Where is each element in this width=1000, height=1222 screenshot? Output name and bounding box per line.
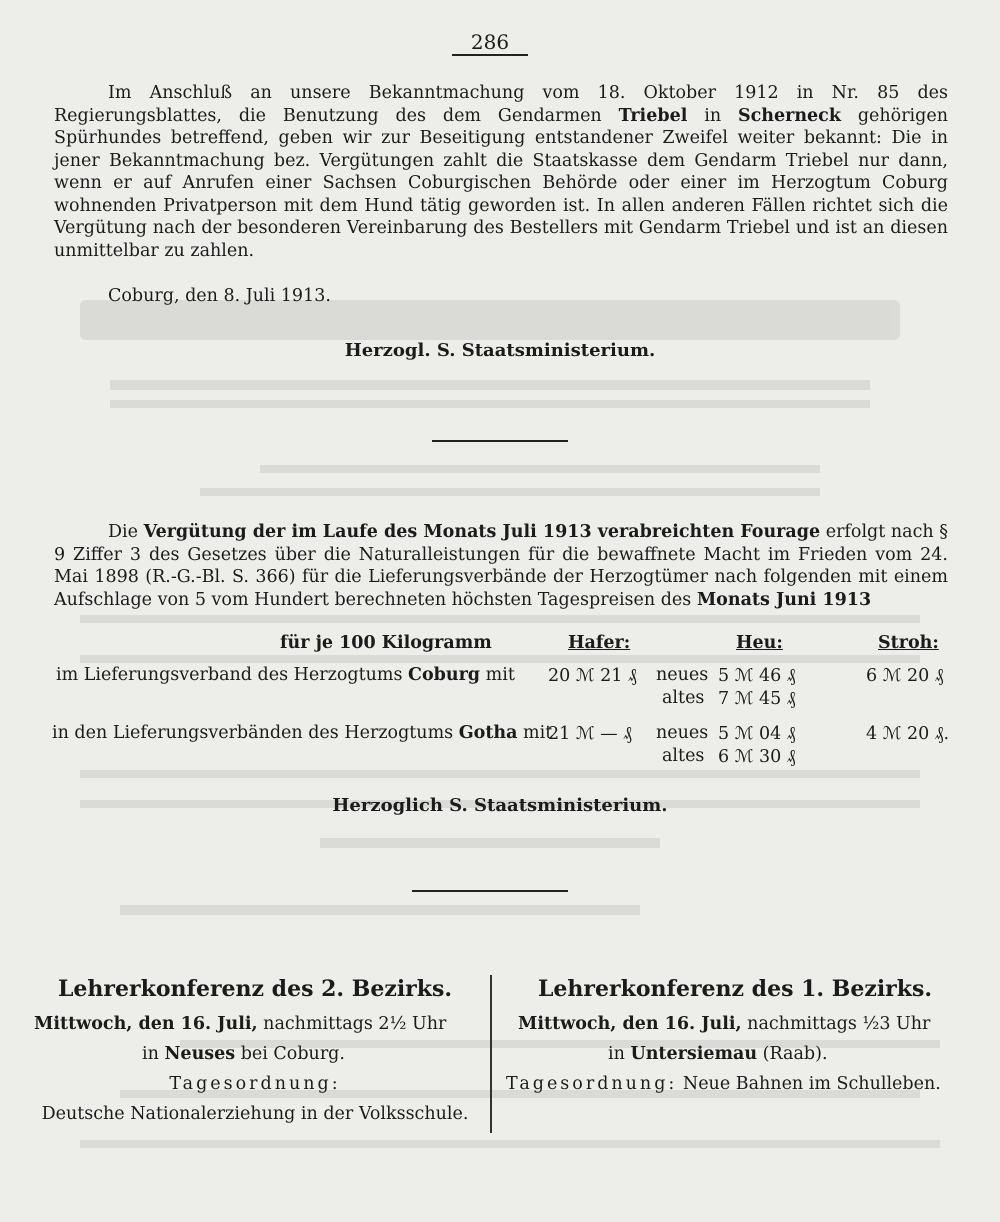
date-line: Coburg, den 8. Juli 1913. <box>108 286 331 306</box>
conference-agenda <box>500 1074 970 1094</box>
place-name: Scherneck <box>737 105 841 126</box>
agenda-label: Tagesordnung: <box>169 1074 341 1094</box>
notice-text: gehörigen Spürhundes betreffend, geben wir zur Beseitigung entstandener Zweifel weiter bekannt: Die in jener Bekanntmachung bez. Vergütungen zahlt die Staatskasse dem Gendarm Triebel nur dann, wenn er auf Anrufen einer Sachsen Coburgischen Behörde oder einer im Herzogtum Coburg wohnenden Privatperson mit dem Hund tätig geworden ist. In allen anderen Fällen richtet sich die Vergütung nach der besonderen Vereinbarung des Bestellers mit Gendarm Triebel und ist an diesen unmittelbar zu zahlen. <box>54 105 948 261</box>
fourage-price-table <box>52 633 954 767</box>
heu-new-label: neues <box>656 665 709 685</box>
heu-old-label: altes <box>662 688 705 708</box>
conference-right <box>500 976 970 1094</box>
conference-location <box>30 1044 480 1064</box>
notice-fourage-paragraph <box>54 521 948 611</box>
notice-spuerhund-paragraph <box>54 82 948 262</box>
conference-title: Lehrerkonferenz des 1. Bezirks. <box>537 976 933 1002</box>
conference-title: Lehrerkonferenz des 2. Bezirks. <box>57 976 453 1002</box>
gendarm-name: Triebel <box>618 105 688 126</box>
conference-day: Mittwoch, den 16. Juli, <box>518 1014 742 1034</box>
signature-ministry: Herzogl. S. Staatsministerium. <box>344 340 656 361</box>
row-label-text: in den Lieferungsverbänden des Herzogtums <box>52 723 459 743</box>
agenda-item: Neue Bahnen im Schulleben. <box>677 1074 941 1094</box>
heu-old-label: altes <box>662 746 705 766</box>
hafer-price: 20 ℳ 21 ₰ <box>548 666 637 686</box>
row-label-region: Gotha <box>458 723 518 743</box>
notice-text: Im Anschluß an unsere Bekanntmachung vom 18. Oktober 1912 in Nr. 85 des Regierungsblattes, die Benutzung des dem Gendarmen <box>54 83 948 126</box>
notice-text: erfolgt nach § 9 Ziffer 3 des Gesetzes über die Naturalleistungen für die bewaffnete Macht im Frieden vom 24. Mai 1898 (R.-G.-Bl. S. 366) für die Lieferungsverbände der Herzogtümer nach folgenden mit einem Aufschlage von 5 vom Hundert berechneten höchsten Tagespreisen des <box>54 522 949 610</box>
location-text: bei Coburg. <box>235 1044 345 1064</box>
heu-new-price: 5 ℳ 04 ₰ <box>718 724 796 744</box>
section-divider <box>412 890 568 892</box>
signature-ministry: Herzoglich S. Staatsministerium. <box>332 795 668 816</box>
location-place: Untersiemau <box>630 1044 758 1064</box>
table-header-unit: für je 100 Kilogramm <box>280 633 492 653</box>
agenda-item: Deutsche Nationalerziehung in der Volksschule. <box>41 1104 469 1124</box>
notice-emphasis: Monats Juni 1913 <box>696 589 872 610</box>
row-label-text: mit <box>517 723 553 743</box>
column-divider <box>490 975 492 1133</box>
stroh-price: 4 ℳ 20 ₰. <box>866 724 950 744</box>
heu-new-label: neues <box>656 723 709 743</box>
row-label-region: Coburg <box>408 665 481 685</box>
notice-emphasis: Vergütung der im Laufe des Monats Juli 1913 verabreichten Fourage <box>143 522 821 542</box>
heu-new-price: 5 ℳ 46 ₰ <box>718 666 796 686</box>
column-header-stroh: Stroh: <box>878 633 939 653</box>
column-header-heu: Heu: <box>736 633 783 653</box>
conference-left <box>30 976 480 1124</box>
conference-time: nachmittags 2½ Uhr <box>257 1014 447 1034</box>
location-text: in <box>608 1044 631 1064</box>
column-header-hafer: Hafer: <box>568 633 631 653</box>
page-number-rule <box>452 54 528 56</box>
conference-location <box>500 1044 970 1064</box>
conference-date <box>30 1014 480 1034</box>
notice-text: Die <box>108 522 144 542</box>
stroh-price: 6 ℳ 20 ₰ <box>866 666 944 686</box>
location-place: Neuses <box>164 1044 236 1064</box>
page-number: 286 <box>470 30 510 54</box>
hafer-price: 21 ℳ — ₰ <box>548 724 632 744</box>
location-text: in <box>142 1044 165 1064</box>
conference-date <box>500 1014 970 1034</box>
table-row-label <box>52 723 552 743</box>
agenda-label: Tagesordnung: <box>506 1074 678 1094</box>
heu-old-price: 7 ℳ 45 ₰ <box>718 689 796 709</box>
conference-day: Mittwoch, den 16. Juli, <box>34 1014 258 1034</box>
table-row-label <box>56 665 515 685</box>
section-divider <box>432 440 568 442</box>
location-text: (Raab). <box>757 1044 828 1064</box>
heu-old-price: 6 ℳ 30 ₰ <box>718 747 796 767</box>
row-label-text: im Lieferungsverband des Herzogtums <box>56 665 409 685</box>
conference-time: nachmittags ½3 Uhr <box>741 1014 931 1034</box>
row-label-text: mit <box>480 665 515 685</box>
notice-text: in <box>687 105 738 126</box>
